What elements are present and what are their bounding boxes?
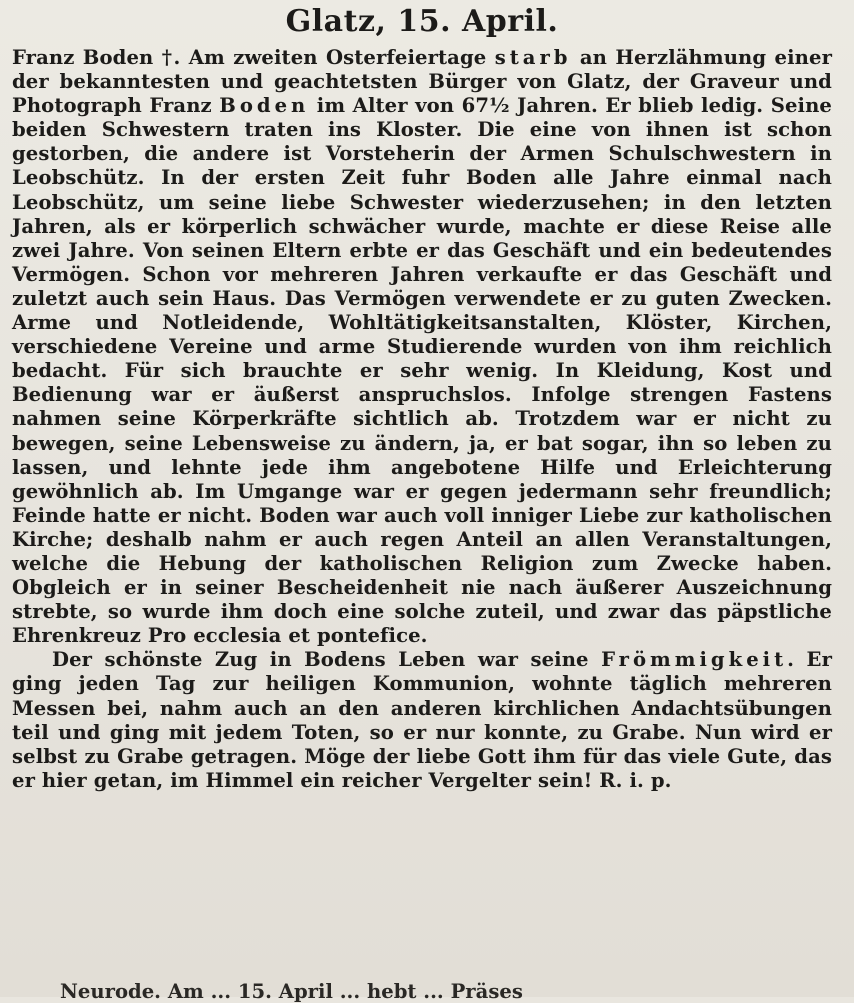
headline: Glatz, 15. April.: [285, 4, 559, 39]
article-body: [12, 46, 832, 793]
spaced-word-boden: Boden: [219, 94, 310, 118]
paragraph-1-text-a: Am zweiten Osterfeiertage: [180, 46, 495, 69]
paragraph-2: [12, 648, 832, 793]
paragraph-1-text-c: im Alter von 67½ Jahren. Er blieb ledig. Seine beiden Schwestern traten ins Kloster. Die eine von ihnen ist schon gestorben, die andere ist Vorsteherin der Armen Schulschwestern in Leobschütz. In der ersten Zeit fuhr Boden alle Jahre einmal nach Leobschütz, um seine liebe Schwester wiederzusehen; in den letzten Jahren, als er körperlich schwächer wurde, machte er diese Reise alle zwei Jahre. Von seinen Eltern erbte er das Geschäft und ein bedeutendes Vermögen. Schon vor mehreren Jahren verkaufte er das Geschäft und zuletzt auch sein Haus. Das Vermögen verwendete er zu guten Zwecken. Arme und Notleidende, Wohltätigkeitsanstalten, Klöster, Kirchen, verschiedene Vereine und arme Studierende wurden von ihm reichlich bedacht. Für sich brauchte er sehr wenig. In Kleidung, Kost und Bedienung war er äußerst anspruchslos. Infolge strengen Fastens nahmen seine Körperkräfte sichtlich ab. Trotzdem war er nicht zu bewegen, seine Lebensweise zu ändern, ja, er bat sogar, ihn so leben zu lassen, und lehnte jede ihm angebotene Hilfe und Erleichterung gewöhnlich ab. Im Umgange war er gegen jedermann sehr freundlich; Feinde hatte er nicht. Boden war auch voll inniger Liebe zur katholischen Kirche; deshalb nahm er auch regen Anteil an allen Veranstaltungen, welche die Hebung der katholischen Religion zum Zwecke haben. Obgleich er in seiner Bescheidenheit nie nach äußerer Auszeichnung strebte, so wurde ihm doch eine solche zuteil, und zwar das päpstliche Ehrenkreuz Pro ecclesia et pontefice.: [12, 94, 832, 648]
obituary-name: Franz Boden †.: [12, 46, 181, 69]
paragraph-1: [12, 46, 832, 648]
spaced-word-froemmigkeit: Frömmigkeit: [601, 648, 788, 672]
cut-off-next-line: Neurode. Am ... 15. April ... hebt ... Präses: [60, 980, 523, 1003]
paragraph-2-text-a: Der schönste Zug in Bodens Leben war seine: [52, 648, 602, 672]
spaced-word-starb: starb: [494, 46, 572, 69]
paragraph-2-text-b: . Er ging jeden Tag zur heiligen Kommunion, wohnte täglich mehreren Messen bei, nahm auch an den anderen kirchlichen Andachtsübungen teil und ging mit jedem Toten, so er nur konnte, zu Grabe. Nun wird er selbst zu Grabe getragen. Möge der liebe Gott ihm für das viele Gute, das er hier getan, im Himmel ein reicher Vergelter sein! R. i. p.: [12, 648, 832, 792]
paragraph-1-text-b: an Herzlähmung einer der bekanntesten und geachtetsten Bürger von Glatz, der Graveur und Photograph Franz: [12, 46, 832, 118]
